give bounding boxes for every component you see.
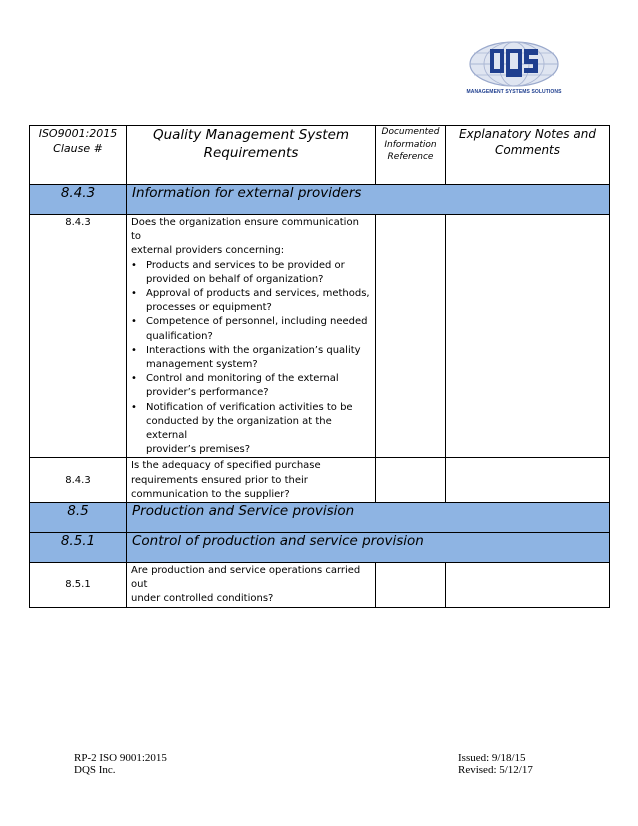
bullet-line: provider’s premises?: [146, 444, 251, 456]
section-title: Control of production and service provision: [127, 533, 610, 563]
notes-cell: [446, 563, 610, 608]
bullet-line: Competence of personnel, including needed: [146, 316, 368, 328]
section-title: Production and Service provision: [127, 503, 610, 533]
footer-revised-date: Revised: 5/12/17: [458, 764, 533, 776]
requirement-line: Are production and service operations carried out: [131, 565, 361, 591]
header-clause-line: Clause #: [53, 142, 103, 155]
bullet-line: qualification?: [146, 330, 213, 342]
header-requirements-line: Requirements: [203, 145, 299, 161]
footer-left: [74, 752, 167, 776]
documented-reference-cell: [376, 563, 446, 608]
requirement-line: Is the adequacy of specified purchase: [131, 460, 321, 472]
header-documented-reference: [376, 126, 446, 185]
documented-reference-cell: [376, 458, 446, 503]
footer-document-id: RP-2 ISO 9001:2015: [74, 752, 167, 764]
table-row: [30, 215, 610, 458]
header-notes: [446, 126, 610, 185]
table-row: [30, 563, 610, 608]
header-notes-line: Comments: [494, 143, 561, 157]
bullet-line: processes or equipment?: [146, 302, 272, 314]
footer-company: DQS Inc.: [74, 764, 116, 776]
section-title: Information for external providers: [127, 185, 610, 215]
requirement-line: requirements ensured prior to their: [131, 474, 308, 486]
requirement-line: external providers concerning:: [131, 245, 285, 257]
requirement-text: [127, 563, 376, 608]
notes-cell: [446, 215, 610, 458]
section-number: 8.4.3: [30, 185, 127, 215]
header-clause-line: ISO9001:2015: [38, 127, 118, 140]
bullet-item: • Control and monitoring of the external provider’s performance?: [131, 373, 339, 399]
header-notes-line: Explanatory Notes and: [459, 127, 596, 141]
bullet-line: provided on behalf of organization?: [146, 273, 324, 285]
bullet-item: • Notification of verification activities to be conducted by the organization at the external provider’s premises?: [131, 401, 353, 456]
requirements-table: [29, 125, 610, 608]
bullet-line: Notification of verification activities to be: [146, 401, 353, 413]
requirement-line: Does the organization ensure communication to: [131, 217, 359, 243]
section-row: [30, 533, 610, 563]
bullet-item: • Products and services to be provided or provided on behalf of organization?: [131, 259, 345, 285]
clause-number: 8.4.3: [30, 215, 127, 458]
notes-cell: [446, 458, 610, 503]
header-documented-line: Documented: [381, 127, 440, 137]
clause-number: 8.5.1: [30, 563, 127, 608]
header-documented-line: Information: [384, 139, 437, 150]
header-requirements-line: Quality Management System: [152, 127, 350, 143]
section-number: 8.5.1: [30, 533, 127, 563]
header-documented-line: Reference: [387, 152, 434, 162]
bullet-item: • Approval of products and services, methods, processes or equipment?: [131, 288, 370, 314]
logo-caption: MANAGEMENT SYSTEMS SOLUTIONS: [466, 89, 562, 95]
bullet-line: Approval of products and services, methods,: [146, 288, 370, 300]
requirement-line: under controlled conditions?: [131, 593, 274, 605]
bullet-line: conducted by the organization at the external: [146, 415, 332, 442]
footer-issued-date: Issued: 9/18/15: [458, 752, 526, 764]
header-clause: [30, 126, 127, 185]
bullet-line: Products and services to be provided or: [146, 259, 345, 271]
bullet-item: • Competence of personnel, including needed qualification?: [131, 316, 368, 342]
globe-icon: [468, 40, 560, 90]
requirement-line: communication to the supplier?: [131, 488, 290, 500]
requirement-text: [127, 458, 376, 503]
bullet-item: • Interactions with the organization’s quality management system?: [131, 344, 361, 371]
footer-right: [458, 752, 533, 776]
bullet-line: Interactions with the organization’s quality: [146, 344, 361, 356]
bullet-line: Control and monitoring of the external: [146, 373, 339, 385]
section-row: [30, 503, 610, 533]
table-header-row: [30, 126, 610, 185]
section-row: [30, 185, 610, 215]
requirement-text: [127, 215, 376, 458]
bullet-line: management system?: [146, 359, 258, 371]
section-number: 8.5: [30, 503, 127, 533]
bullet-line: provider’s performance?: [146, 387, 269, 399]
table-row: [30, 458, 610, 503]
documented-reference-cell: [376, 215, 446, 458]
header-requirements: [127, 126, 376, 185]
clause-number: 8.4.3: [30, 458, 127, 503]
